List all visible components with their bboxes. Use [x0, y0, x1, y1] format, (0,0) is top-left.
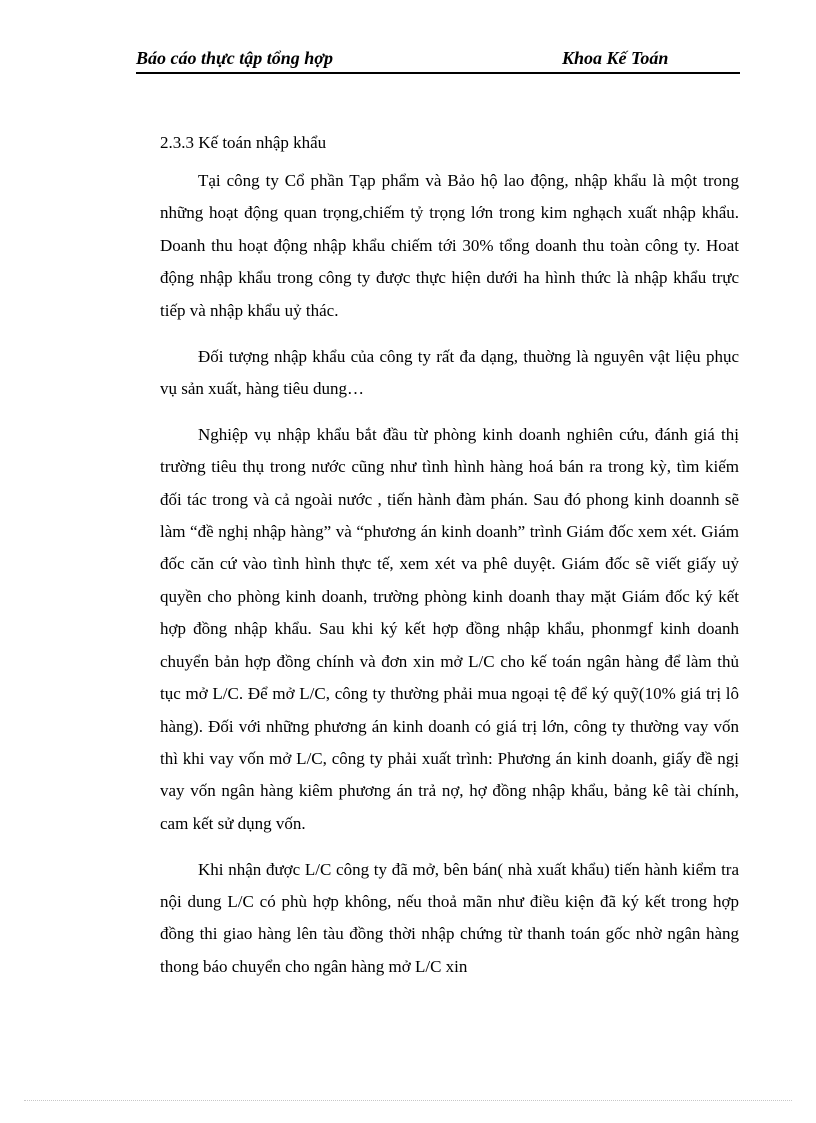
section-heading: 2.3.3 Kế toán nhập khẩu [160, 133, 327, 152]
paragraph: Khi nhận được L/C công ty đã mở, bên bán( nhà xuất khẩu) tiến hành kiểm tra nội dung L/C có phù hợp không, nếu thoả mãn như điều kiện đã ký kết trong hợp đồng thi giao hàng lên tàu đồng thời nhập chứng từ thanh toán gốc nhờ ngân hàng thong báo chuyển cho ngân hàng mở L/C xin [160, 859, 739, 976]
report-title: Báo cáo thực tập tổng hợp [136, 48, 333, 68]
paragraph: Nghiệp vụ nhập khẩu bắt đầu từ phòng kinh doanh nghiên cứu, đánh giá thị trường tiêu thụ trong nước cũng như tình hình hàng hoá bán ra trong kỳ, tìm kiếm đối tác trong và cả ngoài nước , tiến hành đàm phán. Sau đó phong kinh doannh sẽ làm “đề nghị nhập hàng” và “phương án kinh doanh” trình Giám đốc xem xét. Giám đốc căn cứ vào tình hình thực tế, xem xét va phê duyệt. Giám đốc sẽ viết giấy uỷ quyền cho phòng kinh doanh, trường phòng kinh doanh thay mặt Giám đốc ký kết hợp đồng nhập khẩu. Sau khi ký kết hợp đồng nhập khẩu, phonmgf kinh doanh chuyển bản hợp đồng chính và đơn xin mở L/C cho kế toán ngân hàng để làm thủ tục mở L/C. Để mở L/C, công ty thường phải mua ngoại tệ để ký quỹ(10% giá trị lô hàng). Đối với những phương án kinh doanh có giá trị lớn, công ty thường vay vốn thì khi vay vốn mở L/C, công ty phải xuất trình: Phương án kinh doanh, giấy đề ngị vay vốn ngân hàng kiêm phương án trả nợ, hợ đồng nhập khẩu, bảng kê tài chính, cam kết sử dụng vốn. [160, 424, 739, 833]
page-header [136, 46, 740, 74]
page-bottom-divider [24, 1100, 792, 1101]
department-name: Khoa Kế Toán [562, 48, 669, 68]
paragraph: Tại công ty Cổ phần Tạp phẩm và Bảo hộ lao động, nhập khẩu là một trong những hoạt động quan trọng,chiếm tỷ trọng lớn trong kim nghạch xuất nhập khẩu. Doanh thu hoạt động nhập khẩu chiếm tới 30% tổng doanh thu toàn công ty. Hoat động nhập khẩu trong công ty được thực hiện dưới ha hình thức là nhập khẩu trực tiếp và nhập khẩu uỷ thác. [160, 171, 739, 320]
body-text [160, 165, 739, 997]
paragraph: Đối tượng nhập khẩu của công ty rất đa dạng, thuờng là nguyên vật liệu phục vụ sản xuất, hàng tiêu dung… [160, 346, 739, 398]
